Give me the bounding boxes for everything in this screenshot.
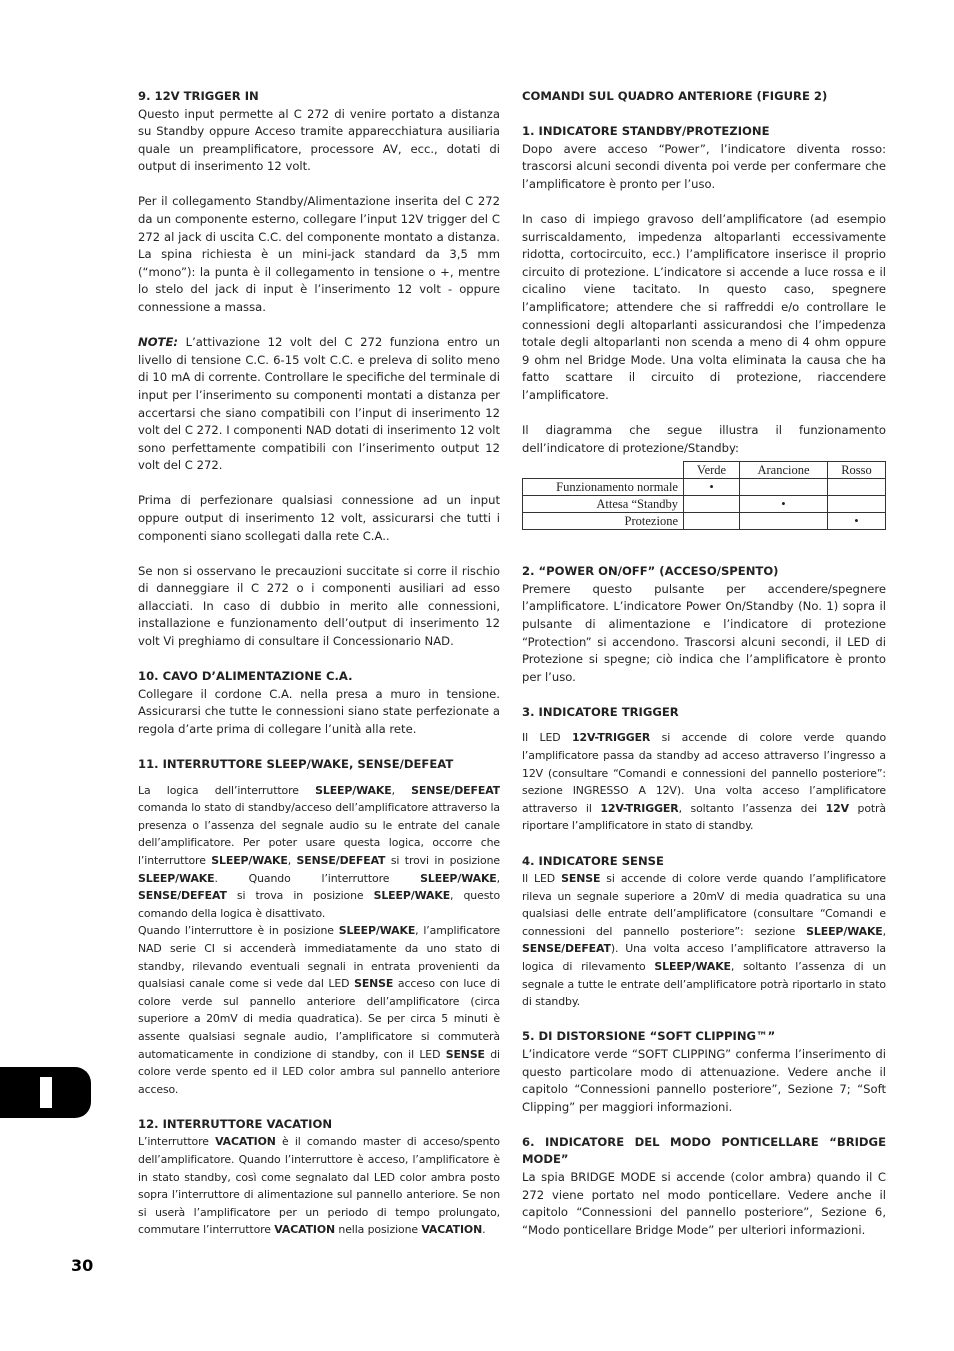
table-cell [684,496,740,513]
table-row [523,513,886,530]
indicator-status-table [522,461,886,530]
bold-term: SLEEP/WAKE [338,924,416,938]
section-12-title: 12. INTERRUTTORE VACATION [138,1116,333,1131]
table-header-row [523,462,886,479]
language-tab-letter [40,1077,52,1108]
text-run: potrà riportare l’amplificatore in stato di standby. [522,801,887,833]
row-label: Funzionamento normale [523,479,684,496]
bold-term: SENSE [354,977,394,991]
table-cell [827,479,885,496]
section-11-paragraph-2 [138,922,500,1098]
text-run: Il LED [522,872,562,886]
section-6-paragraph: La spia BRIDGE MODE si accende (color ambra) quando il C 272 viene portato nel modo ponticellare. Vedere anche il capitolo “Connessioni del pannello posteriore”, Sezione 6, “Modo ponticellare Bridge Mode” per ulteriori informazioni. [522,1170,886,1237]
bold-term: SENSE/DEFEAT [411,783,500,797]
note-text: L’attivazione 12 volt del C 272 funziona entro un livello di tensione C.C. 6-15 volt C.C. e preleva di solito meno di 10 mA di corrente. Controllare le specifiche del terminale di input per l’inserimento su componenti montati a distanza per accertarsi che siano compatibili con l’input di inserimento 12 volt del C 272. I componenti NAD dotati di inserimento 12 volt sono perfettamente compatibili con l’inserimento output 12 volt del C 272. [138,335,500,473]
section-9-note [138,334,500,475]
table-row [523,479,886,496]
section-9-title: 9. 12V TRIGGER IN [138,89,259,103]
table-cell: • [827,513,885,530]
text-run: comanda lo stato di standby/acceso dell’amplificatore attraverso la presenza o l’assenza del segnale audio su le entrate del canale dell’amplificatore. Per poter usare questa logica, occorre che l’interruttore [138,801,500,867]
text-run: è il comando master di acceso/spento dell’amplificatore. Quando l’interruttore è acceso, l’amplificatore è in stato standby, così come segnalato dal LED color ambra posto sopra l’interruttore di alimentazione sul pannello anteriore. Se non si userà l’amplificatore per un periodo di tempo prolungato, commutare l’interruttore [138,1135,500,1237]
table-cell [740,479,828,496]
table-header-arancione: Arancione [740,462,828,479]
section-2-paragraph: Premere questo pulsante per accendere/spegnere l’amplificatore. L’indicatore Power On/Standby (No. 1) sopra il pulsante di alimentazione e l’indicatore di protezione “Protection” si accendono. Trascorsi alcuni secondi, il LED di Protezione si spegne; ciò indica che l’amplificatore è pronto per l’uso. [522,581,886,684]
section-2-title: 2. “POWER ON/OFF” (ACCESO/SPENTO) [522,564,779,579]
section-9-paragraph-2: Per il collegamento Standby/Alimentazione inserita del C 272 da un componente esterno, collegare l’input 12V trigger del C 272 al jack di uscita C.C. del componente montato a distanza. La spina richiesta è un mini-jack standard da 3,5 mm (“mono”): la punta è il collegamento in tensione o +, mentre lo stelo del jack di input è l’inserimento 12 volt - oppure connessione a massa. [138,194,500,315]
text-run: si accende di colore verde quando l’amplificatore passa da standby ad acceso attraverso l’ingresso a 12V (consultare “Comandi e connessioni del pannello posteriore”: sezione INGRESSO A 12V). Una volta acceso l’amplificatore attraverso il [522,731,887,815]
text-run: . [482,1223,486,1237]
bold-term: SENSE [445,1047,485,1061]
text-run: , soltanto l’assenza di un segnale a tutte le entrate dell’amplificatore potrà riportarlo in stato di standby. [522,960,886,1009]
bold-term: SLEEP/WAKE [138,871,215,885]
bold-term: VACATION [421,1223,483,1237]
table-cell [740,513,828,530]
text-run: , [882,924,886,938]
table-cell: • [684,479,740,496]
section-9-paragraph-4: Prima di perfezionare qualsiasi connessione ad un input oppure output di inserimento 12 volt, assicurarsi che tutti i componenti siano scollegati dalla rete C.A.. [138,493,500,543]
bold-term: SLEEP/WAKE [211,853,288,867]
right-column [522,88,886,1257]
text-run: Quando l’interruttore è in posizione [138,924,339,938]
left-column [138,88,500,1256]
bold-term: SENSE/DEFEAT [296,853,386,867]
section-5-title: 5. DI DISTORSIONE “SOFT CLIPPING™” [522,1029,776,1044]
bold-term: SLEEP/WAKE [806,924,883,938]
section-11-paragraph-1 [138,782,500,923]
section-1-paragraph-3: Il diagramma che segue illustra il funzionamento dell’indicatore di protezione/Standby: [522,423,886,455]
bold-term: SLEEP/WAKE [373,889,451,903]
bold-term: 12V-TRIGGER [572,731,651,745]
table-header-verde: Verde [684,462,740,479]
table-row [523,496,886,513]
language-tab-marker [0,1067,91,1118]
section-4-paragraph [522,870,886,1011]
text-run: , [496,871,500,885]
text-run: nella posizione [335,1223,422,1237]
note-label: NOTE: [138,335,179,350]
bold-term: VACATION [274,1223,336,1237]
table-corner-cell [523,462,684,479]
text-run: , questo comando della logica è disattivato. [138,889,501,920]
bold-term: 12V [825,801,849,815]
bold-term: SENSE/DEFEAT [522,942,611,956]
text-run: si accende di colore verde quando l’amplificatore rileva un segnale superiore a 20mV di media quadratica su una qualsiasi delle entrate dell’amplificatore (consultare “Comandi e connessioni del pannello posteriore”: sezione [522,872,887,938]
table-header-rosso: Rosso [827,462,885,479]
section-10-paragraph: Collegare il cordone C.A. nella presa a muro in tensione. Assicurarsi che tutte le connessioni siano state perfezionate a regola d’arte prima di collegare l’unità alla rete. [138,686,500,736]
section-4-title: 4. INDICATORE SENSE [522,853,664,868]
section-1-title: 1. INDICATORE STANDBY/PROTEZIONE [522,124,770,139]
text-run: . Quando l’interruttore [214,871,421,885]
text-run: , soltanto l’assenza dei [678,801,826,815]
text-run: si trovi in posizione [385,853,500,867]
text-run: , [391,783,412,797]
section-9-paragraph-1: Questo input permette al C 272 di venire portato a distanza su Standby oppure Acceso tramite apparecchiatura ausiliaria quale un preamplificatore, processore AV, ecc., dotati di output di inserimento 12 volt. [138,106,500,174]
table-cell: • [740,496,828,513]
bold-term: SENSE/DEFEAT [138,889,227,903]
section-11-title: 11. INTERRUTTORE SLEEP/WAKE, SENSE/DEFEAT [138,757,454,771]
page-number: 30 [71,1256,94,1275]
section-1-paragraph-2: In caso di impiego gravoso dell’amplificatore (ad esempio surriscaldamento, impedenza altoparlanti eccessivamente ridotta, cortocircuito, ecc.) l’amplificatore inserisce il proprio circuito di protezione. L’indicatore si accende a luce rossa e il cicalino viene tacitato. In questo caso, spegnere l’amplificatore; attendere che si raffreddi e/o controllare le connessioni degli altoparlanti assicurandosi che l’impedenza totale degli altoparlanti non scenda a meno di 4 ohm oppure 9 ohm nel Bridge Mode. Una volta eliminata la causa che ha fatto scattare il circuito di protezione, riaccendere l’amplificatore. [522,211,886,402]
section-12-paragraph [138,1133,500,1239]
text-run: , [287,853,297,867]
table-cell [827,496,885,513]
bold-term: SLEEP/WAKE [420,871,497,885]
section-9-paragraph-5: Se non si osservano le precauzioni succitate si corre il rischio di danneggiare il C 272 o i componenti ausiliari ad esso allacciati. In caso di dubbio in merito alle connessioni, installazione e funzionamento dell’output di inserimento 12 volt Vi preghiamo di consultare il Concessionario NAD. [138,563,500,649]
section-5-paragraph: L’indicatore verde “SOFT CLIPPING” conferma l’inserimento di questo particolare modo di attenuazione. Vedere anche il capitolo “Connessioni pannello posteriore”, Sezione 7; “Soft Clipping” per maggiori informazioni. [522,1046,886,1114]
bold-term: VACATION [215,1135,276,1149]
section-3-paragraph [522,729,886,835]
bold-term: SLEEP/WAKE [654,960,731,974]
text-run: di colore verde spento ed il LED color ambra sul pannello anteriore acceso. [138,1047,500,1096]
section-3-title: 3. INDICATORE TRIGGER [522,704,679,719]
text-run: , l’amplificatore NAD serie CI si accenderà immediatamente da uno stato di standby, rilevando eventuali segnali in entrata provenienti da qualsiasi canale come si vede dal LED [138,924,500,991]
text-run: L’interruttore [138,1135,216,1149]
text-run: La logica dell’interruttore [138,783,316,797]
row-label: Protezione [523,513,684,530]
text-run: acceso con luce di colore verde sul pannello anteriore dell’amplificatore (circa superiore a 20mV di media quadratica). Se per circa 5 minuti è assente qualsiasi segnale audio, l’amplificatore si commuterà automaticamente in condizione di standby, con il LED [138,977,500,1061]
bold-term: 12V-TRIGGER [600,801,679,815]
bold-term: SENSE [561,872,601,886]
section-1-paragraph-1: Dopo avere acceso “Power”, l’indicatore diventa rosso: trascorsi alcuni secondi diventa poi verde per confermare che l’amplificatore è pronto per l’uso. [522,141,886,191]
text-run: Il LED [522,731,573,745]
section-10-title: 10. CAVO D’ALIMENTAZIONE C.A. [138,669,353,684]
row-label: Attesa “Standby [523,496,684,513]
front-panel-heading: COMANDI SUL QUADRO ANTERIORE (FIGURE 2) [522,89,828,103]
text-run: si trova in posizione [226,889,374,903]
section-6-title: 6. INDICATORE DEL MODO PONTICELLARE “BRIDGE MODE” [522,1134,886,1167]
table-cell [684,513,740,530]
text-run: ). Una volta acceso l’amplificatore attraverso la logica di rilevamento [522,942,886,974]
bold-term: SLEEP/WAKE [315,783,392,797]
